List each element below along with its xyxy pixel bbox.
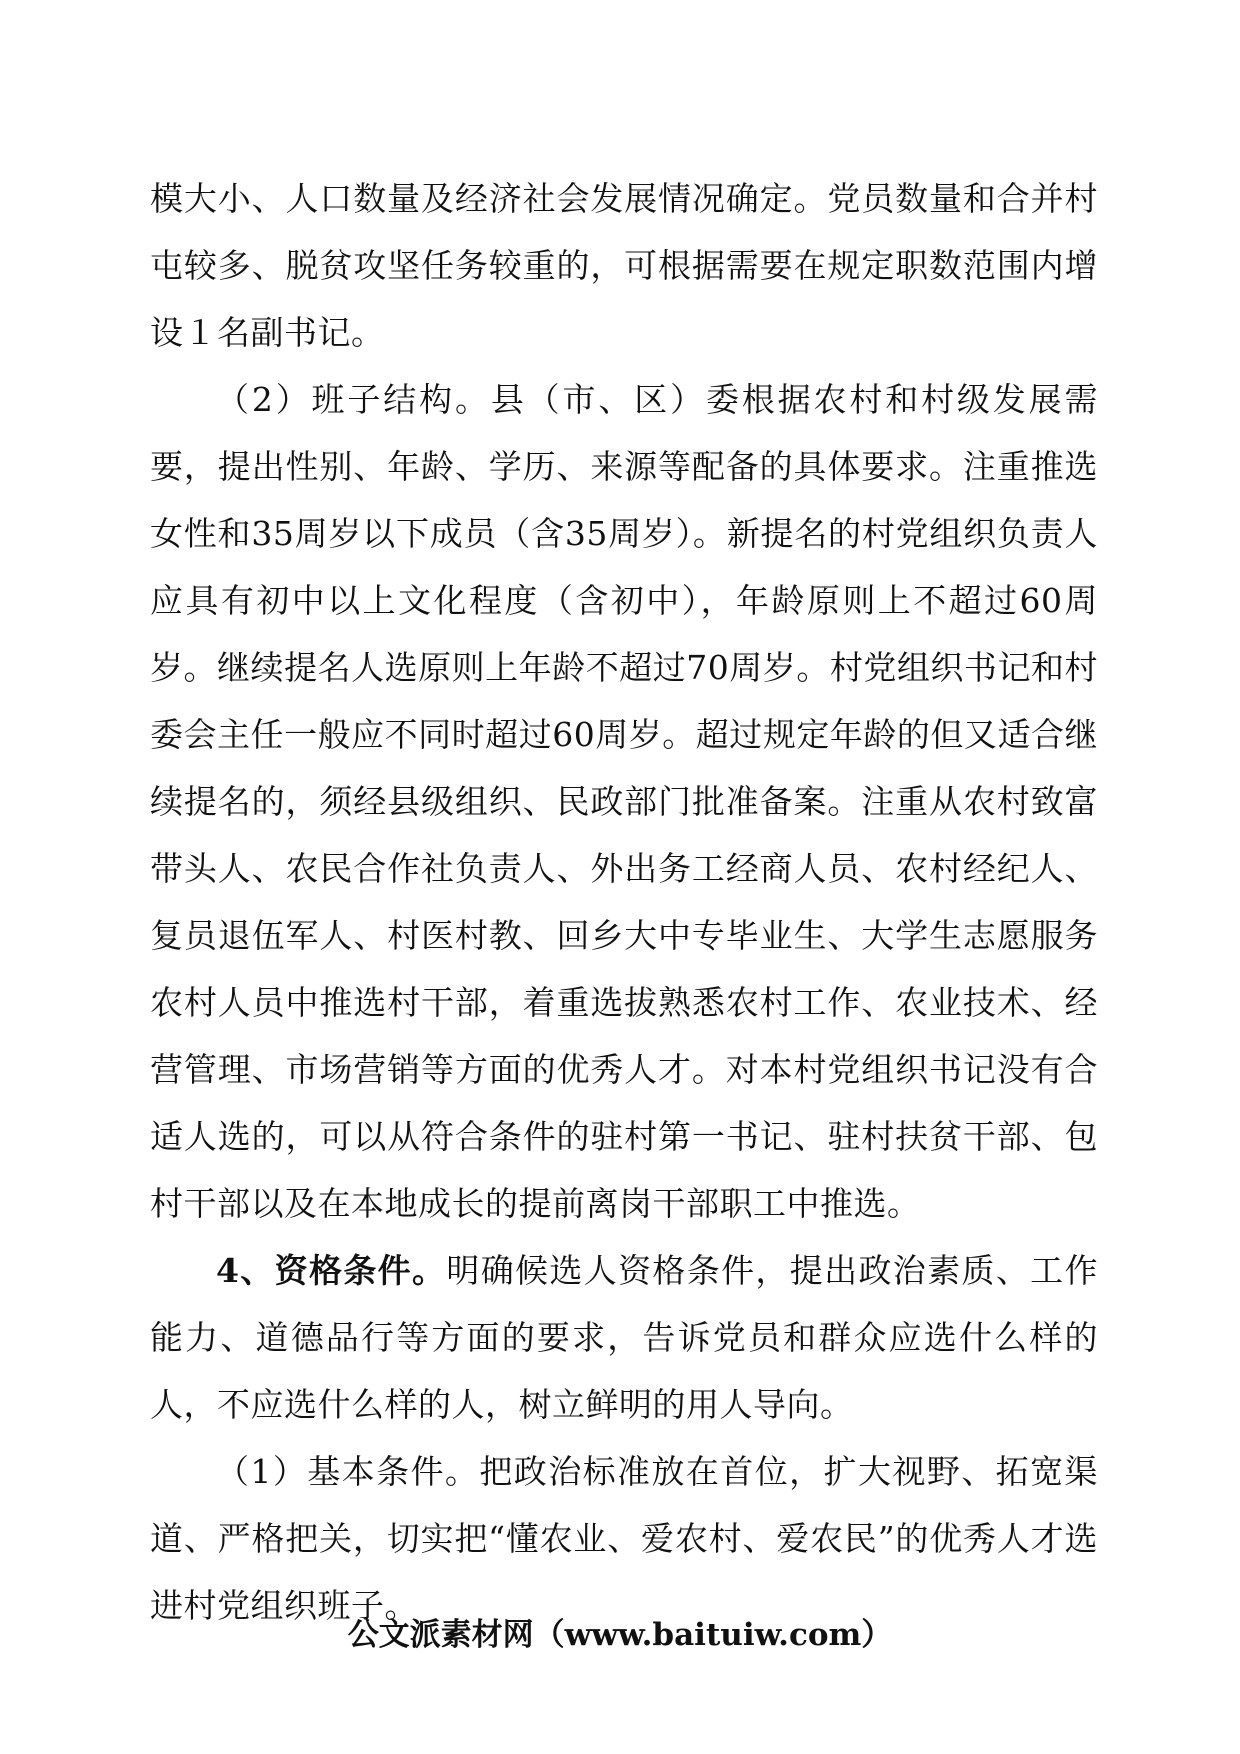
section-heading-qualifications: 4、资格条件。 <box>216 1251 447 1290</box>
footer-watermark: 公文派素材网（www.baituiw.com） <box>347 1617 893 1653</box>
paragraph-2 <box>150 366 1098 1237</box>
paragraph-1 <box>150 165 1098 366</box>
paragraph-4 <box>150 1438 1098 1639</box>
paragraph-4-text: （1）基本条件。把政治标准放在首位，扩大视野、拓宽渠道、严格把关，切实把“懂农业、爱农村、爱农民”的优秀人才选进村党组织班子。 <box>150 1452 1098 1625</box>
paragraph-3 <box>150 1237 1098 1438</box>
paragraph-2-text: （2）班子结构。县（市、区）委根据农村和村级发展需要，提出性别、年龄、学历、来源等配备的具体要求。注重推选女性和35周岁以下成员（含35周岁）。新提名的村党组织负责人应具有初中以上文化程度（含初中），年龄原则上不超过60周岁。继续提名人选原则上年龄不超过70周岁。村党组织书记和村委会主任一般应不同时超过60周岁。超过规定年龄的但又适合继续提名的，须经县级组织、民政部门批准备案。注重从农村致富带头人、农民合作社负责人、外出务工经商人员、农村经纪人、复员退伍军人、村医村教、回乡大中专毕业生、大学生志愿服务农村人员中推选村干部，着重选拔熟悉农村工作、农业技术、经营管理、市场营销等方面的优秀人才。对本村党组织书记没有合适人选的，可以从符合条件的驻村第一书记、驻村扶贫干部、包村干部以及在本地成长的提前离岗干部职工中推选。 <box>150 380 1098 1223</box>
document-body <box>150 165 1098 1639</box>
paragraph-3-text: 明确候选人资格条件，提出政治素质、工作能力、道德品行等方面的要求，告诉党员和群众应选什么样的人，不应选什么样的人，树立鲜明的用人导向。 <box>150 1251 1099 1424</box>
paragraph-1-text: 模大小、人口数量及经济社会发展情况确定。党员数量和合并村屯较多、脱贫攻坚任务较重的，可根据需要在规定职数范围内增设１名副书记。 <box>150 179 1098 352</box>
